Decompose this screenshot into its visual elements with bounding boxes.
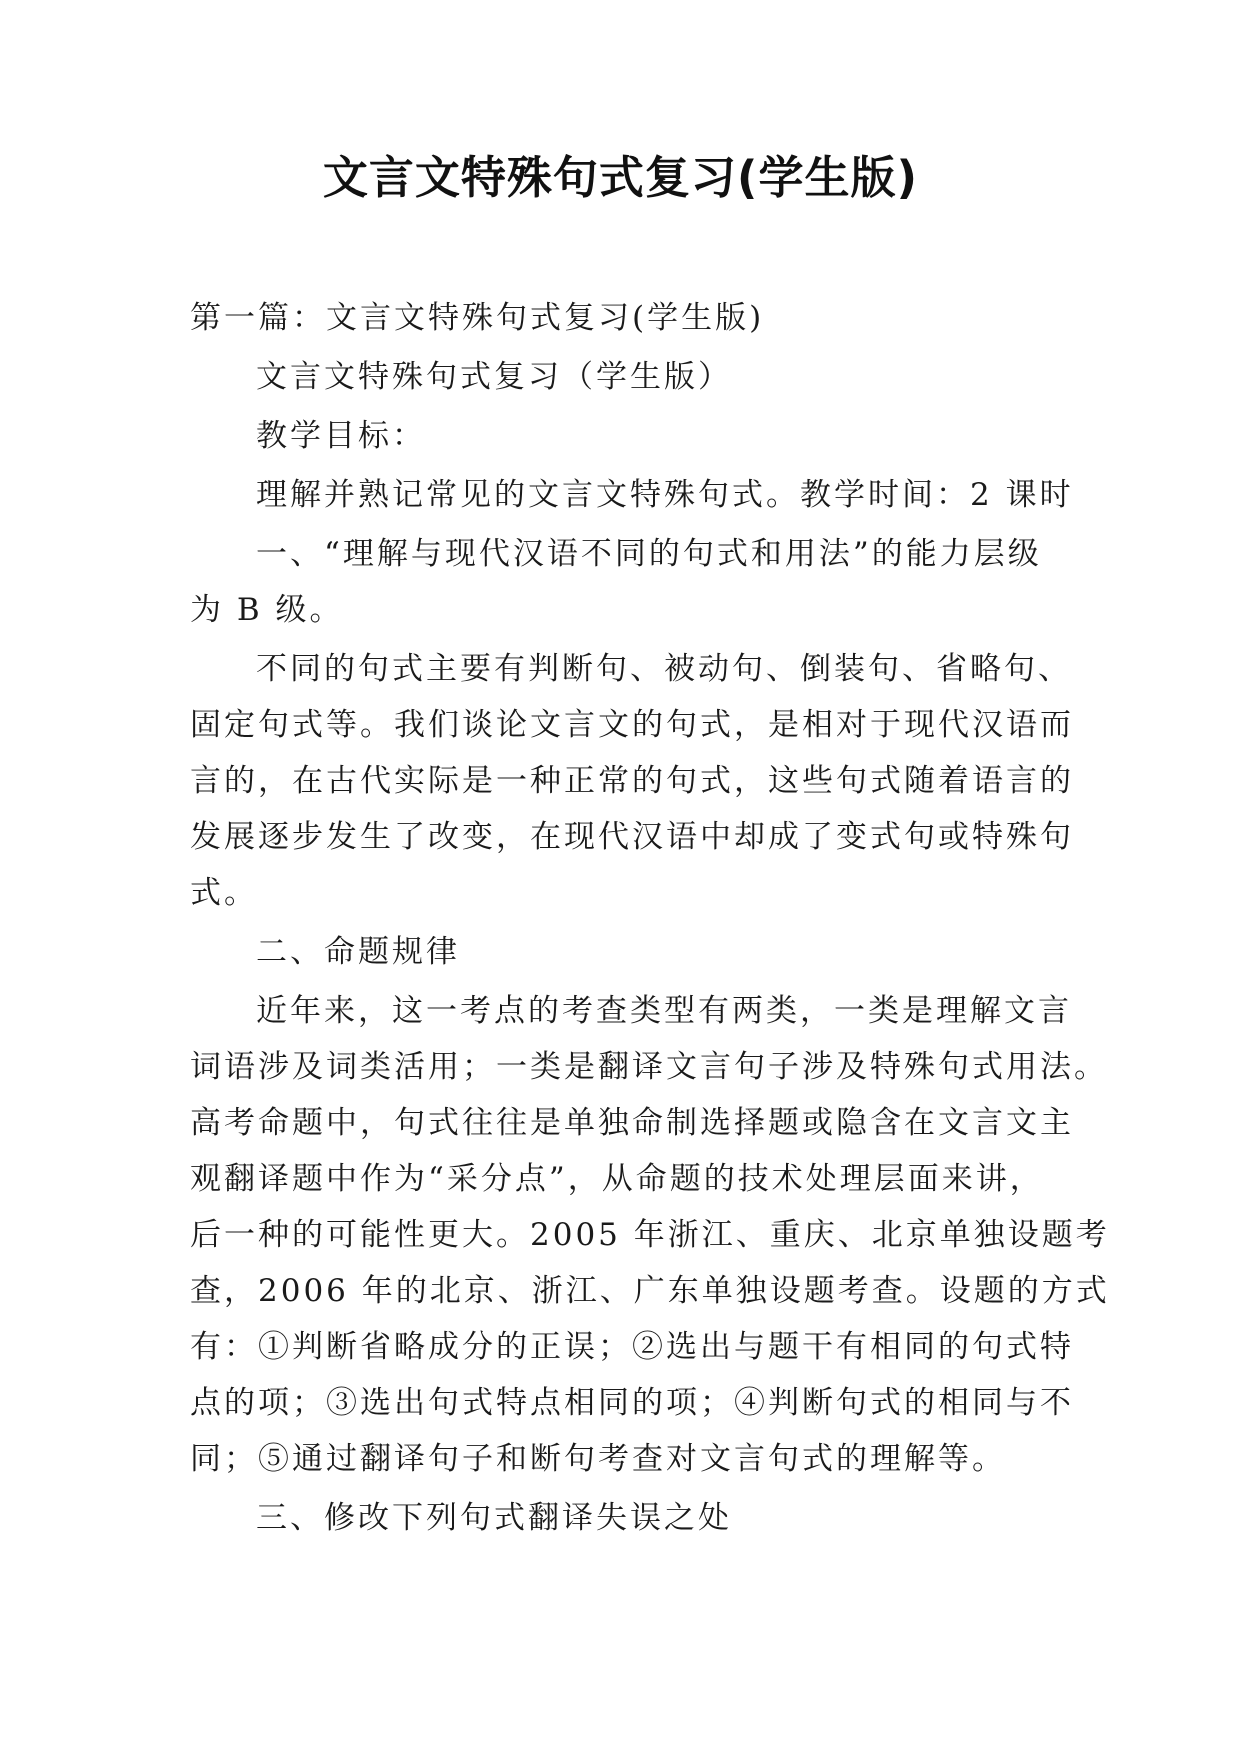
- section-heading: 二、命题规律: [256, 934, 460, 970]
- paragraph-line: 式。: [190, 875, 258, 911]
- document-title: 文言文特殊句式复习(学生版): [322, 151, 919, 204]
- paragraph-line: 词语涉及词类活用；一类是翻译文言句子涉及特殊句式用法。: [190, 1049, 1108, 1085]
- paragraph-line: 后一种的可能性更大。2005 年浙江、重庆、北京单独设题考: [190, 1217, 1110, 1253]
- paragraph-line: 查，2006 年的北京、浙江、广东单独设题考查。设题的方式: [190, 1273, 1110, 1309]
- paragraph-line: 有：①判断省略成分的正误；②选出与题干有相同的句式特: [190, 1329, 1074, 1365]
- paragraph-line: 理解并熟记常见的文言文特殊句式。教学时间：2 课时: [256, 477, 1074, 513]
- paragraph-line: 为 B 级。: [190, 592, 344, 628]
- paragraph-line: 固定句式等。我们谈论文言文的句式，是相对于现代汉语而: [190, 707, 1074, 743]
- paragraph-line: 不同的句式主要有判断句、被动句、倒装句、省略句、: [256, 651, 1072, 687]
- paragraph-line: 同；⑤通过翻译句子和断句考查对文言句式的理解等。: [190, 1441, 1006, 1477]
- section-heading: 第一篇：文言文特殊句式复习(学生版): [190, 300, 765, 336]
- paragraph-line: 言的，在古代实际是一种正常的句式，这些句式随着语言的: [190, 763, 1074, 799]
- paragraph-line: 一、“理解与现代汉语不同的句式和用法”的能力层级: [256, 536, 1042, 572]
- paragraph-line: 教学目标：: [256, 418, 426, 454]
- paragraph-line: 发展逐步发生了改变，在现代汉语中却成了变式句或特殊句: [190, 819, 1074, 855]
- document-body: [190, 290, 1110, 1546]
- paragraph-line: 点的项；③选出句式特点相同的项；④判断句式的相同与不: [190, 1385, 1074, 1421]
- section-heading: 三、修改下列句式翻译失误之处: [256, 1500, 732, 1536]
- paragraph-line: 近年来，这一考点的考查类型有两类，一类是理解文言: [256, 993, 1072, 1029]
- paragraph-line: 观翻译题中作为“采分点”，从命题的技术处理层面来讲，: [190, 1161, 1044, 1197]
- paragraph-line: 高考命题中，句式往往是单独命制选择题或隐含在文言文主: [190, 1105, 1074, 1141]
- subtitle-line: 文言文特殊句式复习（学生版）: [256, 359, 732, 395]
